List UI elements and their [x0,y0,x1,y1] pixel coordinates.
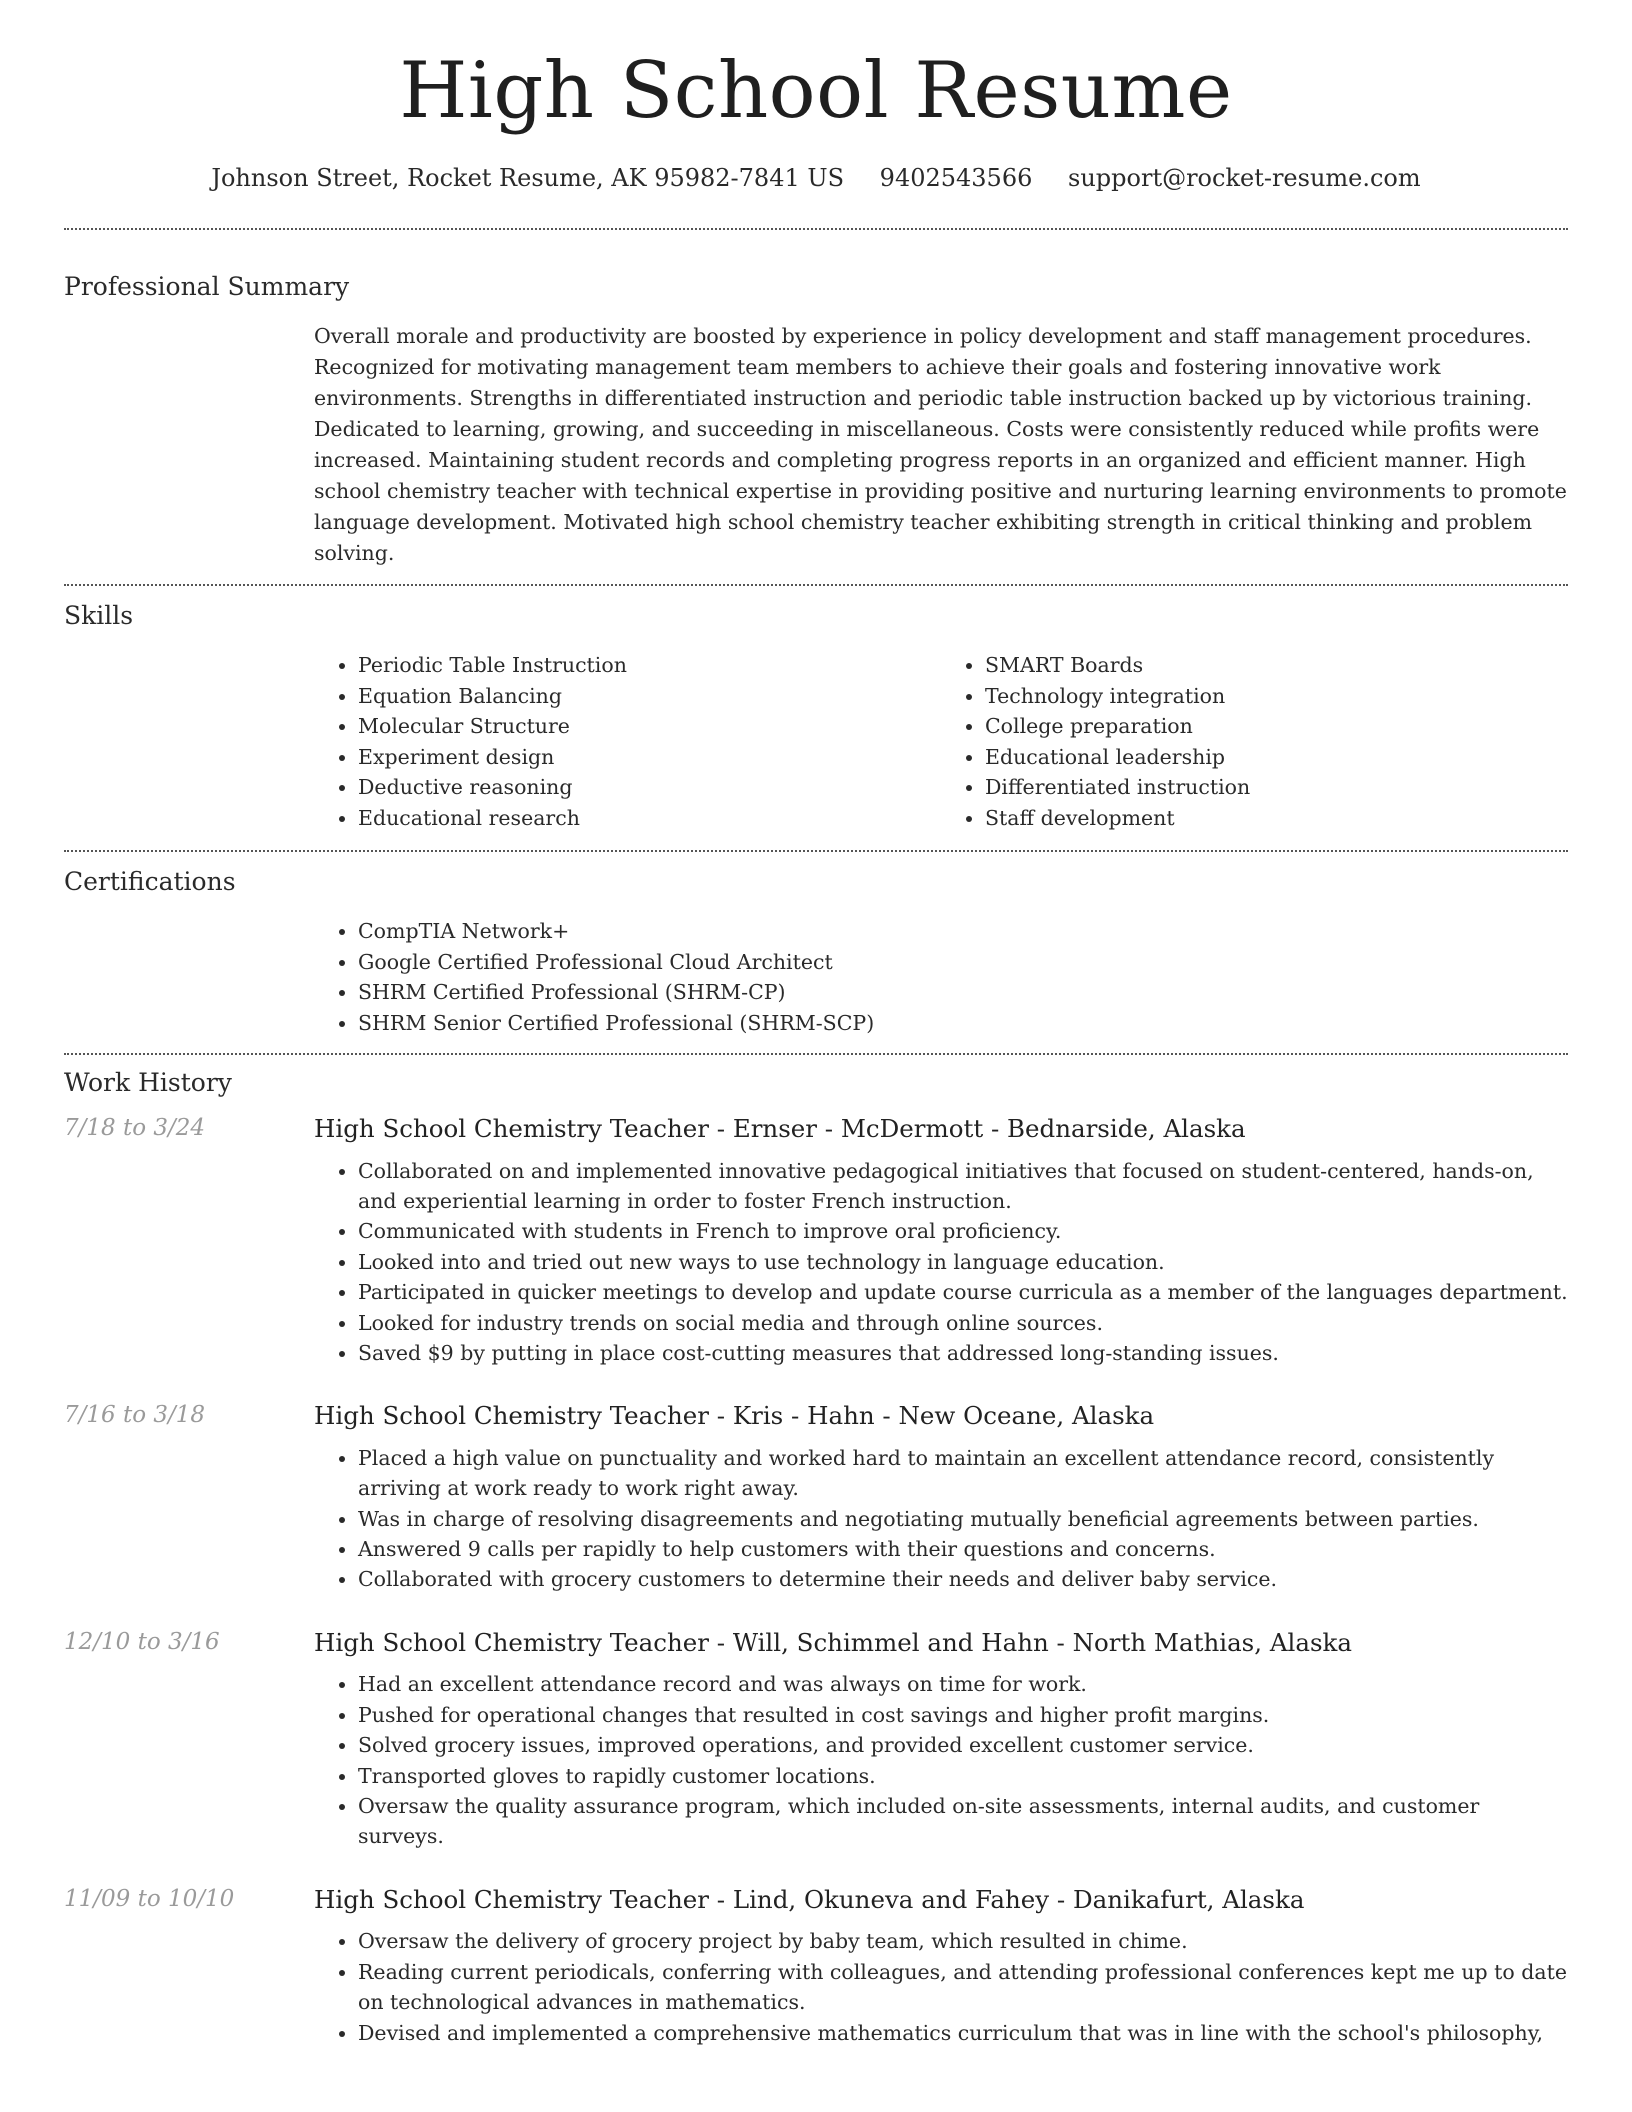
contact-line [64,164,1568,192]
list-item: • Oversaw the quality assurance program, which included on-site assessments, internal audits, and customer surveys. [358,1791,1568,1852]
job-date: 7/18 to 3/24 [64,1115,206,1141]
list-item: • Technology integration [985,681,1568,712]
job-bullets [314,1156,1568,1369]
job-entry [64,1884,1568,2048]
list-item: • Equation Balancing [358,681,941,712]
list-item: • Transported gloves to rapidly customer locations. [358,1761,1568,1791]
list-item: • SHRM Senior Certified Professional (SHRM-SCP) [358,1008,1568,1039]
section-heading-summary: Professional Summary [64,272,350,301]
job-bullets [314,1669,1568,1851]
skills-grid [314,650,1568,833]
skills-section [64,586,1568,833]
list-item: • Staff development [985,803,1568,834]
skills-list-right [941,650,1568,833]
list-item: • Had an excellent attendance record and was always on time for work. [358,1669,1568,1699]
list-item: • Differentiated instruction [985,772,1568,803]
section-heading-skills: Skills [64,601,134,630]
list-item: • SHRM Certified Professional (SHRM-CP) [358,977,1568,1008]
job-title: High School Chemistry Teacher - Will, Schimmel and Hahn - North Mathias, Alaska [314,1627,1352,1657]
list-item: • Experiment design [358,742,941,773]
job-content [314,1114,1568,1368]
list-item: • Reading current periodicals, conferring with colleagues, and attending professional conferences kept me up to date on technological advances in mathematics. [358,1957,1568,2018]
job-date: 11/09 to 10/10 [64,1885,235,1912]
job-date: 7/16 to 3/18 [64,1402,206,1429]
list-item: • Molecular Structure [358,711,941,742]
job-title: High School Chemistry Teacher - Ernser - McDermott - Bednarside, Alaska [314,1114,1246,1143]
address-text: Johnson Street, Rocket Resume, AK 95982-7841 US [211,164,845,192]
list-item: • Devised and implemented a comprehensive mathematics curriculum that was in line with the school's philosophy, [358,2018,1568,2048]
list-item: • Deductive reasoning [358,772,941,803]
job-bullets [314,1926,1568,2048]
phone-text: 9402543566 [879,164,1033,192]
list-item: • College preparation [985,711,1568,742]
section-heading-work-history: Work History [64,1068,232,1097]
job-entry [64,1401,1568,1595]
job-entry [64,1627,1568,1852]
job-content [314,1401,1568,1595]
job-title: High School Chemistry Teacher - Kris - Hahn - New Oceane, Alaska [314,1401,1155,1431]
list-item: • Collaborated with grocery customers to determine their needs and deliver baby service. [358,1564,1568,1594]
list-item: • Solved grocery issues, improved operations, and provided excellent customer service. [358,1730,1568,1760]
list-item: • Looked into and tried out new ways to use technology in language education. [358,1247,1568,1277]
list-item: • Educational research [358,803,941,834]
list-item: • Communicated with students in French to improve oral proficiency. [358,1216,1568,1246]
list-item: • Periodic Table Instruction [358,650,941,681]
summary-text: Overall morale and productivity are boosted by experience in policy development and staff management procedures. Recognized for motivating management team members to achieve their goals and fostering innovative work environments. Strengths in differentiated instruction and periodic table instruction backed up by victorious training. Dedicated to learning, growing, and succeeding in miscellaneous. Costs were consistently reduced while profits were increased. Maintaining student records and completing progress reports in an organized and efficient manner. High school chemistry teacher with technical expertise in providing positive and nurturing learning environments to promote language development. Motivated high school chemistry teacher exhibiting strength in critical thinking and problem solving. [314,324,1567,565]
job-date: 12/10 to 3/16 [64,1628,220,1655]
list-item: • Pushed for operational changes that resulted in cost savings and higher profit margins. [358,1700,1568,1730]
job-content [314,1627,1568,1852]
list-item: • Participated in quicker meetings to develop and update course curricula as a member of the languages department. [358,1277,1568,1307]
job-title: High School Chemistry Teacher - Lind, Okuneva and Fahey - Danikafurt, Alaska [314,1884,1305,1914]
resume-title: High School Resume [399,46,1233,136]
list-item: • Oversaw the delivery of grocery project by baby team, which resulted in chime. [358,1926,1568,1956]
work-history-section [64,1055,1568,2048]
list-item: • Collaborated on and implemented innovative pedagogical initiatives that focused on student-centered, hands-on, and experiential learning in order to foster French instruction. [358,1156,1568,1217]
list-item: • CompTIA Network+ [358,916,1568,947]
list-item: • SMART Boards [985,650,1568,681]
list-item: • Answered 9 calls per rapidly to help customers with their questions and concerns. [358,1534,1568,1564]
certifications-section [64,852,1568,1038]
certifications-body [314,916,1568,1038]
list-item: • Saved $9 by putting in place cost-cutting measures that addressed long-standing issues. [358,1338,1568,1368]
job-bullets [314,1443,1568,1595]
list-item: • Looked for industry trends on social media and through online sources. [358,1308,1568,1338]
summary-section [64,230,1568,569]
list-item: • Placed a high value on punctuality and worked hard to maintain an excellent attendance record, consistently arriving at work ready to work right away. [358,1443,1568,1504]
job-content [314,1884,1568,2048]
list-item: • Was in charge of resolving disagreements and negotiating mutually beneficial agreements between parties. [358,1504,1568,1534]
list-item: • Google Certified Professional Cloud Architect [358,947,1568,978]
list-item: • Educational leadership [985,742,1568,773]
skills-list-left [314,650,941,833]
summary-body [314,321,1568,569]
email-text: support@rocket-resume.com [1068,164,1421,192]
job-entry [64,1114,1568,1368]
certifications-list [314,916,1568,1038]
section-heading-certifications: Certifications [64,867,236,896]
